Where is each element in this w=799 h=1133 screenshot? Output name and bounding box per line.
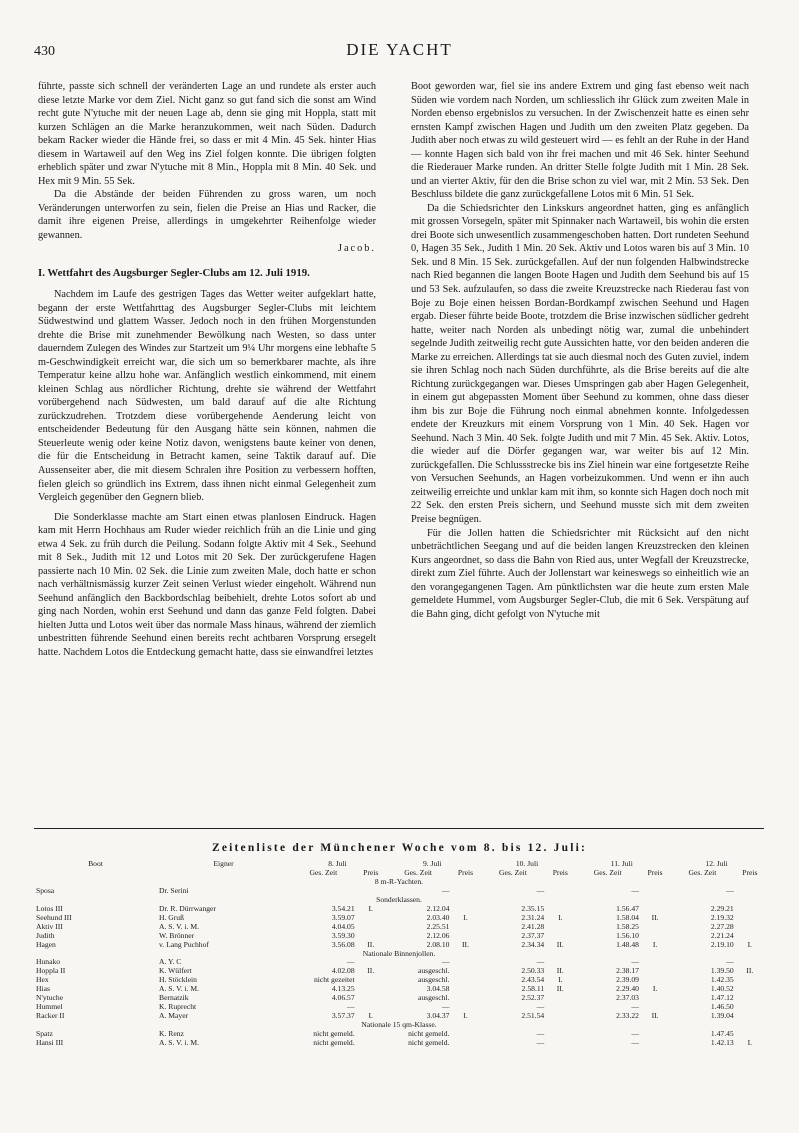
table-row: [34, 958, 764, 967]
total-time: 3.04.58: [426, 984, 450, 994]
owner-name: A. S. V. i. M.: [159, 984, 200, 994]
prize: [357, 914, 385, 923]
prize: I.: [463, 912, 468, 922]
total-time: 2.27.28: [710, 921, 734, 931]
prize: [546, 994, 574, 1003]
prize: [357, 1030, 385, 1039]
prize: [736, 923, 764, 932]
prize: [641, 887, 669, 896]
prize: I.: [747, 1038, 753, 1048]
page-number: 430: [34, 44, 55, 59]
table-row: [34, 923, 764, 932]
boat-name: Spatz: [36, 1029, 53, 1039]
prize: I.: [652, 939, 658, 949]
total-time: —: [631, 1038, 639, 1048]
total-time: 1.58.25: [616, 921, 639, 931]
table-row: [34, 967, 764, 976]
total-time: 3.59.07: [331, 912, 355, 922]
paragraph: Nachdem im Laufe des gestrigen Tages das Wetter weiter aufgeklart hatte, begann der erste Wettfahrttag des Augsburger Segler-Clubs mit leichtem Südwestwind und glattem Wasser. Jedoch noch in den frühen Morgenstunden drehte die Brise mit zunehmender Bewölkung nach Westen, so dass unter dauerndem Zulegen des Windes zur Startzeit um 9¼ Uhr morgens eine lebhafte 5 m-Geschwindigkeit erreicht war, die sich um so bemerkbarer machte, als ihre Temperatur keine allzu hohe war. Anfänglich westlich einkommend, mit einem kleinen Schlag aus nördlicher Richtung, drehte sie während der Wettfahrt vorübergehend nach Südwesten, um bald darauf auf die alte Richtung zurückzudrehen. Trotzdem diese vorübergehende Aenderung leicht von entscheidender Bedeutung für den Ausgang hätte sein können, nahmen die Steuerleute wenig oder keine Notiz davon, wenigstens baute keiner von denen, die für die Entscheidung in Betracht kamen, seine Taktik darauf auf. Die Aussenseiter aber, die mit diesem Schralen ihre Position zu verbessern hofften, fielen gleich so gründlich ins Extrem, dass ihnen nicht einmal Gelegenheit zum Vergleich gegenüber den Gegnern blieb.: [38, 289, 376, 504]
total-time: 4.04.05: [331, 921, 355, 931]
total-time: 3.04.37: [426, 1011, 450, 1021]
total-time: —: [631, 885, 639, 895]
owner-name: A. S. V. i. M.: [159, 921, 200, 931]
boat-name: Lotos III: [36, 903, 63, 913]
total-time: —: [536, 1029, 545, 1039]
boat-name: Hias: [36, 984, 50, 994]
total-time: —: [347, 957, 355, 967]
boat-name: Hex: [36, 975, 49, 985]
total-time: 2.12.04: [426, 903, 450, 913]
owner-name: Bernatzik: [159, 993, 189, 1003]
paragraph: führte, passte sich schnell der veränderten Lage an und rundete als erster auch diese letzte Marke vor dem Ziel. Nicht ganz so gut fand sich die sonst am Wind recht gute N'ytuche mit der neuen Lage ab, denn sie ging mit Hoppla, statt mit kurzen Schlägen an die Marke heranzukommen, weit nach Süden. Dadurch bekam Racker wieder die Hände frei, so dass er mit 4 Min. 45 Sek. hinter Hias diesem in Wartaweil auf den Weg ins Ziel folgen konnte. Die übrigen folgten erheblich später und zwar N'ytuche mit 8 Min., Hoppla mit 8 Min. 40 Sek. und Hex mit 9 Min. 55 Sek.: [38, 81, 376, 187]
total-time: —: [631, 1002, 639, 1012]
total-time: —: [726, 957, 734, 967]
paragraph: Da die Abstände der beiden Führenden zu gross waren, um noch Veränderungen unterworfen zu sein, fielen die Preise an Hias und Racker, die damit ihre eigenen Preise, allerdings in umgekehrter Reihenfolge wieder gewannen.: [38, 189, 376, 241]
total-time: 2.25.51: [426, 921, 450, 931]
prize: [451, 958, 479, 967]
total-time: 2.21.24: [710, 930, 734, 940]
owner-name: A. Y. C: [159, 957, 182, 967]
total-time: nicht gezeitet: [313, 975, 355, 985]
owner-name: H. Stöcklein: [159, 975, 197, 985]
prize: II.: [367, 966, 375, 976]
total-time: 1.39.50: [710, 966, 734, 976]
total-time: ausgeschl.: [417, 966, 450, 976]
prize: [641, 958, 669, 967]
prize: [546, 1012, 574, 1021]
prize: II.: [462, 939, 469, 949]
prize: [451, 985, 479, 994]
date-header: 9. Juli: [422, 859, 442, 868]
total-time: 1.58.04: [616, 912, 639, 922]
column-header-preis: Preis: [457, 867, 474, 877]
total-time: 1.47.45: [710, 1029, 734, 1039]
total-time: ausgeschl.: [417, 975, 450, 985]
prize: I.: [652, 984, 658, 994]
paragraph: Da die Schiedsrichter den Linkskurs angeordnet hatten, ging es anfänglich mit grossen Vorsegeln, später mit Spinnaker nach Wartaweil, bis wohin die ersten drei Boote sich unwesentlich zusammengeschoben hatten. Dort rundeten Seehund 0, Hagen 35 Sek., Judith 1 Min. 20 Sek. Aktiv und Lotos waren bis auf 3 Min. 10 Sek. und 8 Min. 15 Sek. zurückgefallen. Auf der nun folgenden Halbwindstrecke nach Ried begannen die langen Boote Hagen und Judith dem Seehund bis auf 15 und 53 Sek. aufzulaufen, so dass die zweite Kreuzstrecke nach Riederau fast von Boje zu Boje einen heissen Bordan-Bordkampf zwischen Seehund und Hagen ergab. Dieser führte beide Boote, trotzdem die Brise inzwischen südlicher gedreht hatte, weiter nach Norden als unbedingt nötig war, zumal die unbehindert segelnde Judith zeitweilig recht gute Aussichten hatte, vor den beiden anderen die Marke zu erreichen. Allerdings tat sie auch diesmal noch des Guten zuviel, indem sie ihren Schlag noch nach Süden durchführte, als die Brise bereits auf die alte Richtung zurückgegangen war. Dieses Umspringen gab aber Hagen Gelegenheit, in einem gut abgepassten Moment über Seehund zu kommen, ohne dass dieser ihm bis zur Boje die Führung noch einmal abnehmen konnte. Infolgedessen endete der Kreuzkurs mit einem Vorsprung von 1 Min. 40 Sek. Hagen vor Seehund. Nach 3 Min. 40 Sek. folgte Judith und mit 7 Min. 45 Sek. Aktiv. Lotos, die wieder auf die Dörfer gegangen war, war weiter bis auf 12 Min. zurückgefallen. Die Schlussstrecke bis ins Ziel hinein war eine fortgesetzte Reihe von Versuchen Seehunds, an Hagen vorbeizukommen. Und wenn er ihn auch zeitweilig erreichte und unklar kam mit ihm, so konnte sich Hagen doch noch mit 22 Sek. den ersten Preis sichern, und Seehund musste sich mit dem zweiten Preise begnügen.: [411, 202, 749, 525]
total-time: [290, 887, 357, 896]
prize: [451, 967, 479, 976]
total-time: —: [536, 1002, 545, 1012]
owner-name: v. Lang Puchhof: [159, 939, 209, 949]
owner-name: K. Ruprecht: [159, 1002, 197, 1012]
total-time: —: [441, 1002, 450, 1012]
prize: [641, 967, 669, 976]
total-time: —: [441, 957, 450, 967]
section-title: Sonderklassen.: [376, 894, 422, 904]
total-time: 2.03.40: [426, 912, 450, 922]
prize: [546, 1003, 574, 1012]
table-row: [34, 994, 764, 1003]
total-time: 1.48.48: [616, 939, 639, 949]
prize: [641, 1030, 669, 1039]
prize: [451, 994, 479, 1003]
column-header-preis: Preis: [363, 867, 379, 877]
date-header: 10. Juli: [515, 859, 539, 868]
prize: [357, 994, 385, 1003]
owner-name: Dr. Serini: [159, 885, 189, 895]
prize: [736, 914, 764, 923]
total-time: nicht gemeld.: [408, 1038, 450, 1048]
section-title: 8 m-R-Yachten.: [374, 876, 424, 886]
total-time: 1.42.35: [710, 975, 734, 985]
owner-name: K. Wülfert: [159, 966, 192, 976]
prize: [736, 887, 764, 896]
prize: I.: [747, 939, 753, 949]
section-title: Nationale 15 qm-Klasse.: [361, 1020, 437, 1030]
boat-name: Sposa: [36, 885, 55, 895]
total-time: 2.52.37: [521, 993, 545, 1003]
prize: [736, 985, 764, 994]
author-signature: Jacob.: [337, 243, 376, 255]
total-time: —: [536, 957, 545, 967]
date-header: 11. Juli: [610, 859, 633, 868]
total-time: 1.46.50: [710, 1002, 734, 1012]
prize: [736, 905, 764, 914]
total-time: 2.51.54: [521, 1011, 545, 1021]
section-heading: I. Wettfahrt des Augsburger Segler-Clubs am 12. Juli 1919.: [38, 266, 310, 279]
prize: II.: [556, 984, 564, 994]
total-time: —: [441, 885, 450, 895]
total-time: 2.35.15: [521, 903, 545, 913]
column-header-boot: Boot: [88, 859, 103, 868]
column-header-eigner: Eigner: [213, 859, 234, 868]
date-header: 8. Juli: [328, 859, 347, 868]
prize: I.: [558, 975, 563, 985]
owner-name: A. S. V. i. M.: [159, 1038, 200, 1048]
total-time: 3.59.30: [331, 930, 355, 940]
total-time: —: [726, 885, 734, 895]
boat-name: Hunako: [36, 957, 61, 967]
column-header-zeit: Ges. Zeit: [688, 867, 717, 877]
prize: [357, 985, 385, 994]
total-time: nicht gemeld.: [313, 1038, 355, 1048]
section-row: [34, 878, 764, 887]
owner-name: K. Renz: [159, 1029, 184, 1039]
total-time: 2.37.03: [616, 993, 639, 1003]
column-header-zeit: Ges. Zeit: [404, 867, 433, 877]
prize: [546, 923, 574, 932]
prize: [641, 1039, 669, 1048]
total-time: 3.56.08: [331, 939, 355, 949]
prize: II.: [556, 939, 564, 949]
results-table: [34, 860, 764, 1048]
total-time: 2.19.32: [710, 912, 734, 922]
owner-name: H. Gruß: [159, 912, 184, 922]
prize: [736, 1003, 764, 1012]
table-row: [34, 914, 764, 923]
paragraph: Die Sonderklasse machte am Start einen etwas planlosen Eindruck. Hagen kam mit Herrn Hochhaus am Ruder wieder reichlich früh an die Linie und ging etwa 4 Sek. zu früh durch die Peilung. Sodann folgte Aktiv mit 4 Sek., Seehund mit 8 Sek., Judith mit 12 und Lotos mit 20 Sek. Der zurückgerufene Hagen passierte nach 10 Min. 02 Sek. die Linie zum zweiten Male, doch hatte er schon nach verhältnismässig kurzer Zeit seinen Verlust wieder eingeholt. Während nun Seehund anfänglich den Backbordschlag beibehielt, drehte Lotos sofort ab und ging nach Norden, wohin erst Seehund und dann das ganze Feld folgten. Dabei hielten Jutta und Lotos weit über das normale Mass hinaus, während der ziemlich unbestritten führende Seehund einen bereits recht achtbaren Vorsprung ersegelt hatte. Nachdem Lotos die Entdeckung gemacht hatte, dass sie einwandfrei letztes: [38, 511, 376, 658]
prize: II.: [556, 966, 564, 976]
right-column: [411, 80, 749, 621]
column-header-preis: Preis: [552, 867, 568, 877]
section-row: [34, 950, 764, 959]
total-time: 1.42.13: [710, 1038, 734, 1048]
prize: [736, 994, 764, 1003]
total-time: 3.54.21: [331, 903, 355, 913]
total-time: 4.02.08: [331, 966, 355, 976]
prize: I.: [368, 1011, 373, 1021]
total-time: 1.39.04: [710, 1011, 734, 1021]
table-row: [34, 1030, 764, 1039]
total-time: 2.58.11: [521, 984, 545, 994]
table-body: [34, 878, 764, 1048]
column-header-zeit: Ges. Zeit: [593, 867, 622, 877]
total-time: 2.37.37: [521, 930, 545, 940]
boat-name: N'ytuche: [36, 993, 64, 1003]
total-time: 2.12.06: [426, 930, 450, 940]
prize: [357, 923, 385, 932]
total-time: 2.34.34: [521, 939, 545, 949]
boat-name: Aktiv III: [36, 921, 63, 931]
column-header-zeit: Ges. Zeit: [309, 867, 338, 877]
column-header-preis: Preis: [647, 867, 663, 877]
table-row: [34, 1039, 764, 1048]
section-row: [34, 896, 764, 905]
total-time: —: [631, 1029, 639, 1039]
owner-name: A. Mayer: [159, 1011, 189, 1021]
prize: [451, 1039, 479, 1048]
section-title: Nationale Binnenjollen.: [362, 948, 436, 958]
paragraph: Boot geworden war, fiel sie ins andere Extrem und ging fast ebenso weit nach Süden wie vordem nach Norden, um schliesslich ihr Glück zum zweiten Male in Norden ebenso ergebnislos zu versuchen. In der Zwischenzeit hatte es einen sehr ernsten Kampf zwischen Hagen und Judith um den zweiten Platz gegeben. Da Judith aber noch etwas zu wild gesteuert wird — es fehlt an der Ruhe in der Hand — konnte Hagen sich bald von ihr frei machen und mit 46 Sek. hinter Seehund die Riederauer Marke runden. An dritter Stelle folgte Judith mit 1 Min. 28 Sek. und an vierter Aktiv, für den die Brise schon zu viel war, mit 2 Min. 53 Sek. Den Beschluss bildete die ganz zurückgefallene Lotos mit 6 Min. 51 Sek.: [411, 81, 749, 201]
date-header: 12. Juli: [705, 859, 728, 868]
prize: [546, 1030, 574, 1039]
total-time: 1.56.10: [616, 930, 639, 940]
total-time: —: [631, 957, 639, 967]
owner-name: W. Brönner: [159, 930, 195, 940]
total-time: —: [536, 885, 545, 895]
total-time: —: [536, 1038, 545, 1048]
total-time: 2.29.40: [616, 984, 639, 994]
column-header-zeit: Ges. Zeit: [498, 867, 527, 877]
running-title: DIE YACHT: [346, 40, 453, 59]
total-time: 2.50.33: [521, 966, 545, 976]
total-time: nicht gemeld.: [313, 1029, 355, 1039]
total-time: 2.19.10: [710, 939, 734, 949]
total-time: 4.13.25: [331, 984, 355, 994]
prize: [641, 994, 669, 1003]
prize: [451, 887, 479, 896]
boat-name: Hummel: [36, 1002, 63, 1012]
prize: [357, 1039, 385, 1048]
total-time: 2.41.28: [521, 921, 545, 931]
owner-name: Dr. R. Dürrwanger: [159, 903, 216, 913]
total-time: 2.29.21: [710, 903, 734, 913]
total-time: 3.57.37: [331, 1011, 355, 1021]
prize: II.: [651, 1011, 659, 1021]
prize: [641, 923, 669, 932]
boat-name: Judith: [36, 930, 55, 940]
prize: II.: [746, 966, 754, 976]
prize: [357, 976, 385, 985]
prize: [546, 887, 574, 896]
prize: II.: [651, 912, 659, 922]
total-time: 1.47.12: [710, 993, 734, 1003]
prize: [451, 1030, 479, 1039]
total-time: 4.06.57: [331, 993, 355, 1003]
total-time: 2.08.10: [426, 939, 450, 949]
prize: [546, 1039, 574, 1048]
boat-name: Seehund III: [36, 912, 72, 922]
prize: [736, 976, 764, 985]
boat-name: Hansi III: [36, 1038, 64, 1048]
total-time: 1.40.52: [710, 984, 734, 994]
total-time: 2.43.54: [521, 975, 545, 985]
boat-name: Hoppla II: [36, 966, 66, 976]
prize: I.: [558, 912, 563, 922]
prize: I.: [368, 903, 373, 913]
prize: II.: [367, 939, 375, 949]
total-time: —: [347, 1002, 355, 1012]
prize: [451, 923, 479, 932]
column-header-preis: Preis: [742, 867, 758, 877]
total-time: 2.38.17: [616, 966, 639, 976]
section-row: [34, 1021, 764, 1030]
total-time: 2.39.09: [616, 975, 639, 985]
divider: [34, 828, 764, 829]
total-time: 1.56.47: [616, 903, 639, 913]
prize: [736, 1012, 764, 1021]
table-title: Zeitenliste der Münchener Woche vom 8. bis 12. Juli:: [211, 842, 588, 854]
total-time: 2.33.22: [616, 1011, 639, 1021]
total-time: 2.31.24: [521, 912, 545, 922]
boat-name: Racker II: [36, 1011, 65, 1021]
left-column: [38, 80, 376, 659]
total-time: ausgeschl.: [417, 993, 450, 1003]
prize: [451, 976, 479, 985]
boat-name: Hagen: [36, 939, 56, 949]
prize: I.: [463, 1011, 468, 1021]
paragraph: Für die Jollen hatten die Schiedsrichter mit Rücksicht auf den nicht unbeträchtlichen Seegang und auf die beiden langen Kreuzstrecken den kleinen Kurs angeordnet, so dass die Bahn von Ried aus, unter Wegfall der Kreuzstrecke, direkt zum Ziel führte. Auch der Jollenstart war keineswegs so einheitlich wie an den vorangegangenen Tagen. Am pünktlichsten war die heute zum ersten Male gemeldete Hummel, vom Augsburger Segler-Club, die mit 6 Sek. Verspätung auf die Bahn ging, dicht gefolgt von N'ytuche mit: [411, 527, 749, 620]
total-time: nicht gemeld.: [408, 1029, 450, 1039]
table-row: [34, 985, 764, 994]
